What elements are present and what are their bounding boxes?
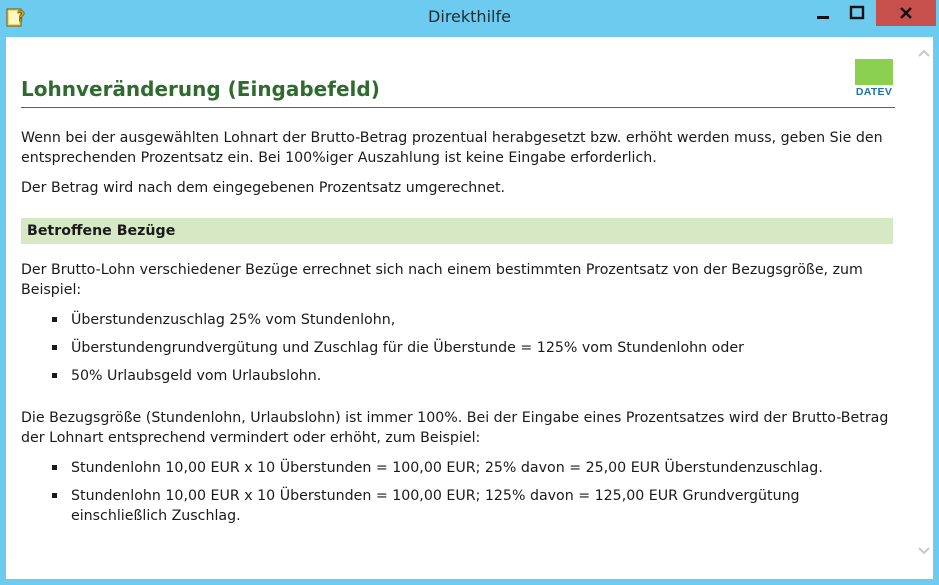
close-button[interactable] (876, 0, 936, 26)
list-item: Stundenlohn 10,00 EUR x 10 Überstunden = 100,00 EUR; 125% davon = 125,00 EUR Grundvergütung einschließlich Zuschlag. (50, 486, 896, 526)
intro-paragraph: Wenn bei der ausgewählten Lohnart der Brutto-Betrag prozentual herabgesetzt bzw. erhöht werden muss, geben Sie den entsprechenden Prozentsatz ein. Bei 100%iger Auszahlung ist keine Eingabe erforderlich. (21, 130, 883, 166)
reference-paragraph: Die Bezugsgröße (Stundenlohn, Urlaubslohn) ist immer 100%. Bei der Eingabe eines Prozentsatzes wird der Brutto-Betrag der Lohnart entsprechend vermindert oder erhöht, zum Beispiel: (21, 410, 889, 446)
scroll-down-icon[interactable] (917, 545, 931, 557)
close-icon (898, 5, 914, 21)
list-item: Überstundenzuschlag 25% vom Stundenlohn, (50, 310, 896, 330)
calculation-examples-list (50, 458, 896, 534)
section-intro-paragraph: Der Brutto-Lohn verschiedener Bezüge errechnet sich nach einem bestimmten Prozentsatz von der Bezugsgröße, zum Beispiel: (21, 262, 863, 298)
window-title: Direkthilfe (428, 7, 511, 26)
maximize-button[interactable] (841, 0, 872, 26)
svg-text:?: ? (17, 9, 26, 25)
maximize-icon (849, 5, 865, 21)
title-bar (0, 0, 939, 34)
list-item: Stundenlohn 10,00 EUR x 10 Überstunden = 100,00 EUR; 25% davon = 25,00 EUR Überstundenzuschlag. (50, 458, 896, 478)
help-content-area (6, 37, 933, 579)
examples-list (50, 310, 896, 394)
minimize-button[interactable] (807, 0, 838, 26)
minimize-icon (815, 5, 831, 21)
note-paragraph: Der Betrag wird nach dem eingegebenen Prozentsatz umgerechnet. (21, 180, 506, 196)
logo-text: DATEV (855, 86, 893, 98)
section-heading: Betroffene Bezüge (21, 218, 893, 244)
page-title: Lohnveränderung (Eingabefeld) (21, 77, 895, 108)
list-item: 50% Urlaubsgeld vom Urlaubslohn. (50, 366, 896, 386)
vertical-scrollbar[interactable] (915, 37, 933, 579)
scroll-up-icon[interactable] (917, 47, 931, 59)
list-item: Überstundengrundvergütung und Zuschlag für die Überstunde = 125% vom Stundenlohn oder (50, 338, 896, 358)
